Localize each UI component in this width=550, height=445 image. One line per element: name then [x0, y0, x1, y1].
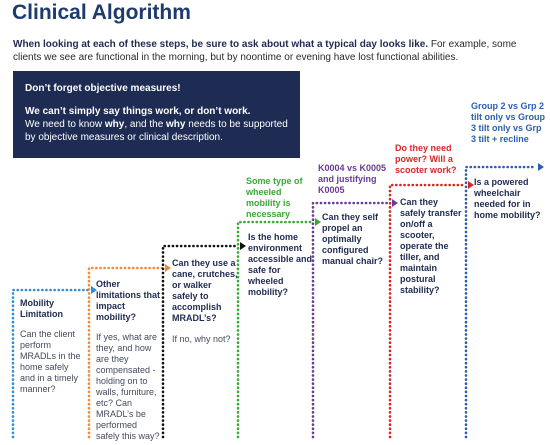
step-mobility-limitation [20, 298, 86, 395]
step-question: Can they self propel an optimally configured manual chair? [322, 212, 384, 266]
step-note: If yes, what are they, and how are they compensated - holding on to walls, furniture, etc? Can MRADL’s be performed safely this way? [96, 332, 160, 441]
step-header: Some type of wheeled mobility is necessary [246, 176, 303, 219]
step-other-limitations [96, 279, 162, 442]
step-power-wheelchair [474, 177, 542, 221]
step-arrow-icon [165, 264, 171, 272]
step-question: Is a powered wheelchair needed for in home mobility? [474, 177, 541, 220]
step-header: K0004 vs K0005 and justifying K0005 [318, 163, 387, 195]
step-scooter [400, 197, 466, 296]
step-question: Can they use a cane, crutches, or walker safely to accomplish MRADL’s? [172, 258, 238, 323]
callout-why-emphasis: why [104, 119, 125, 130]
step-home-environment [248, 232, 314, 298]
step-header: Group 2 vs Grp 2 tilt only vs Group 3 tilt only vs Grp 3 tilt + recline [471, 101, 546, 144]
step-question: Other limitations that impact mobility? [96, 279, 161, 322]
callout-text: needs to be supported by objective measures or clinical description. [25, 119, 288, 143]
intro-bold: When looking at each of these steps, be sure to ask about what a typical day looks like. [13, 39, 429, 50]
step-arrow-icon [538, 163, 544, 171]
step-arrow-icon [392, 199, 398, 207]
intro-rest: For example, some clients we see are functional in the morning, but by noontime or evening have lost functional abilities. [13, 39, 517, 63]
callout-line-1: We can’t simply say things work, or don’t work. [25, 106, 251, 117]
step-arrow-icon [240, 242, 246, 250]
step-question: Can they safely transfer on/off a scooter, operate the tiller, and maintain postural stability? [400, 197, 462, 295]
step-note: Can the client perform MRADLs in the home safely and in a timely manner? [20, 329, 81, 394]
step-question: Mobility Limitation [20, 298, 63, 319]
page-title: Clinical Algorithm [12, 1, 191, 24]
step-arrow-icon [315, 218, 321, 226]
callout-text: We need to know [25, 119, 105, 130]
callout-why-emphasis: why [166, 119, 186, 130]
step-assistive-device [172, 258, 238, 345]
step-note: If no, why not? [172, 334, 231, 344]
step-question: Is the home environment accessible and safe for wheeled mobility? [248, 232, 313, 297]
callout-heading: Don’t forget objective measures! [25, 83, 181, 94]
step-header: Do they need power? Will a scooter work? [395, 143, 457, 175]
callout-text: , and the [124, 119, 167, 130]
step-manual-chair [322, 212, 388, 267]
